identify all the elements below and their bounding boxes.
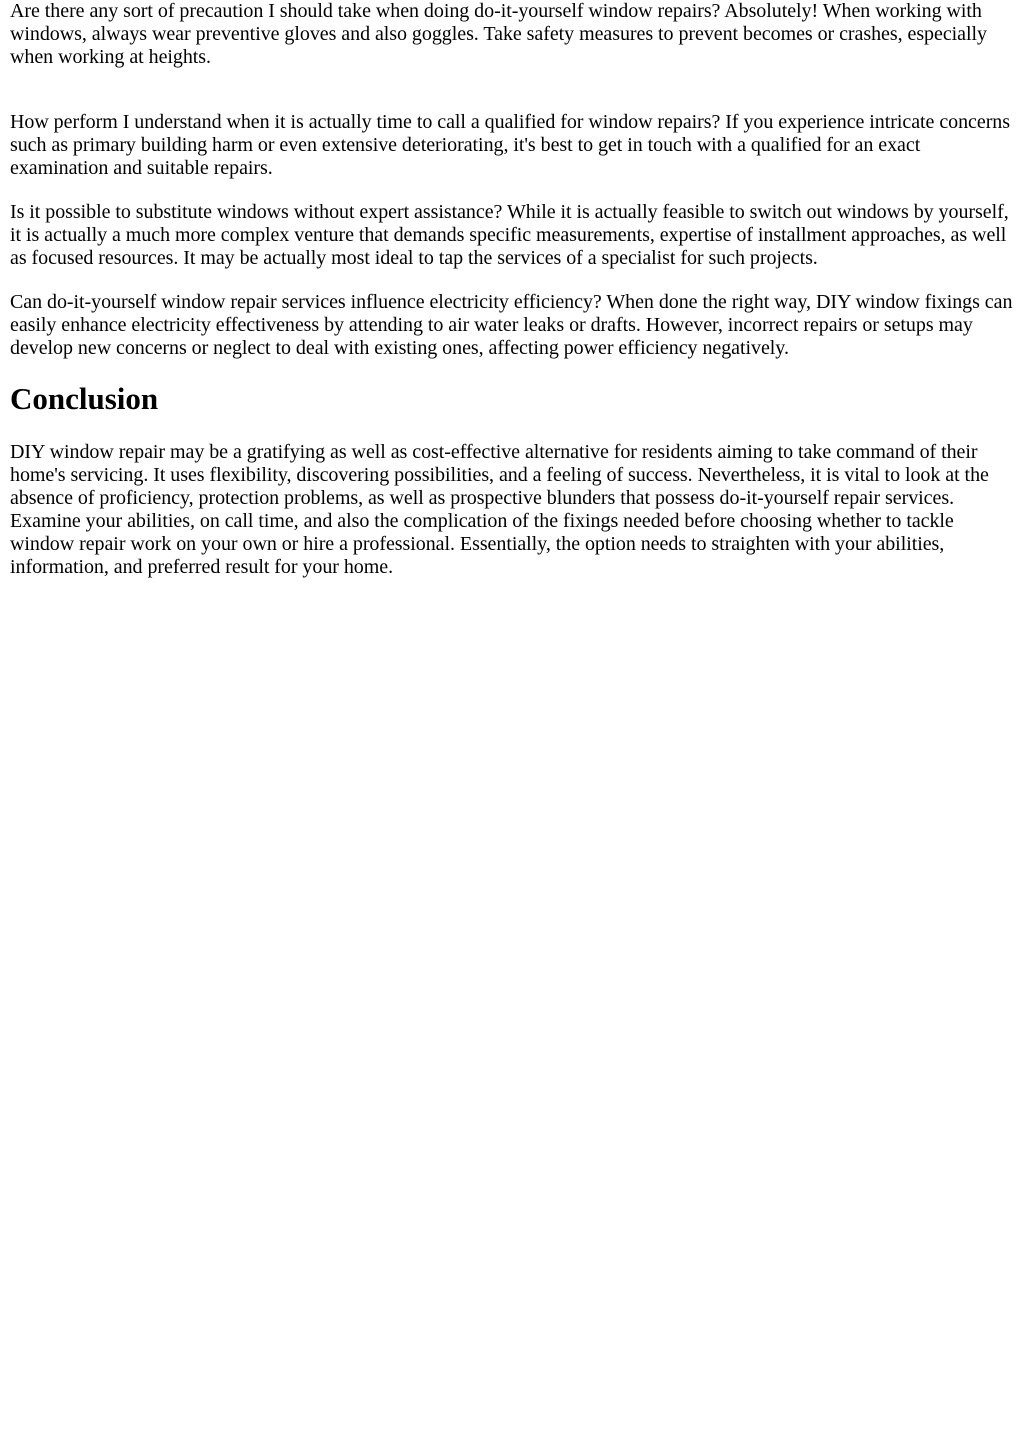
conclusion-heading: Conclusion: [10, 381, 159, 416]
faq-paragraph-call-professional: How perform I understand when it is actually time to call a qualified for window repairs? If you experience intricate concerns such as primary building harm or even extensive deteriorating, it's best to get in touch with a qualified for an exact examination and suitable repairs.: [10, 111, 1010, 179]
faq-paragraph-safety: Are there any sort of precaution I should take when doing do-it-yourself window repairs? Absolutely! When working with windows, always wear preventive gloves and also goggles. Take safety measures to prevent becomes or crashes, especially when working at heights.: [10, 0, 987, 68]
faq-paragraph-energy-efficiency: Can do-it-yourself window repair services influence electricity efficiency? When done the right way, DIY window fixings can easily enhance electricity effectiveness by attending to air water leaks or drafts. However, incorrect repairs or setups may develop new concerns or neglect to deal with existing ones, affecting power efficiency negatively.: [10, 291, 1013, 359]
conclusion-paragraph: DIY window repair may be a gratifying as well as cost-effective alternative for residents aiming to take command of their home's servicing. It uses flexibility, discovering possibilities, and a feeling of success. Nevertheless, it is vital to look at the absence of proficiency, protection problems, as well as prospective blunders that possess do-it-yourself repair services. Examine your abilities, on call time, and also the complication of the fixings needed before choosing whether to tackle window repair work on your own or hire a professional. Essentially, the option needs to straighten with your abilities, information, and preferred result for your home.: [10, 441, 989, 578]
faq-paragraph-replace-windows: Is it possible to substitute windows without expert assistance? While it is actually feasible to switch out windows by yourself, it is actually a much more complex venture that demands specific measurements, expertise of installment approaches, as well as focused resources. It may be actually most ideal to tap the services of a specialist for such projects.: [10, 201, 1009, 269]
article: [0, 0, 1024, 579]
